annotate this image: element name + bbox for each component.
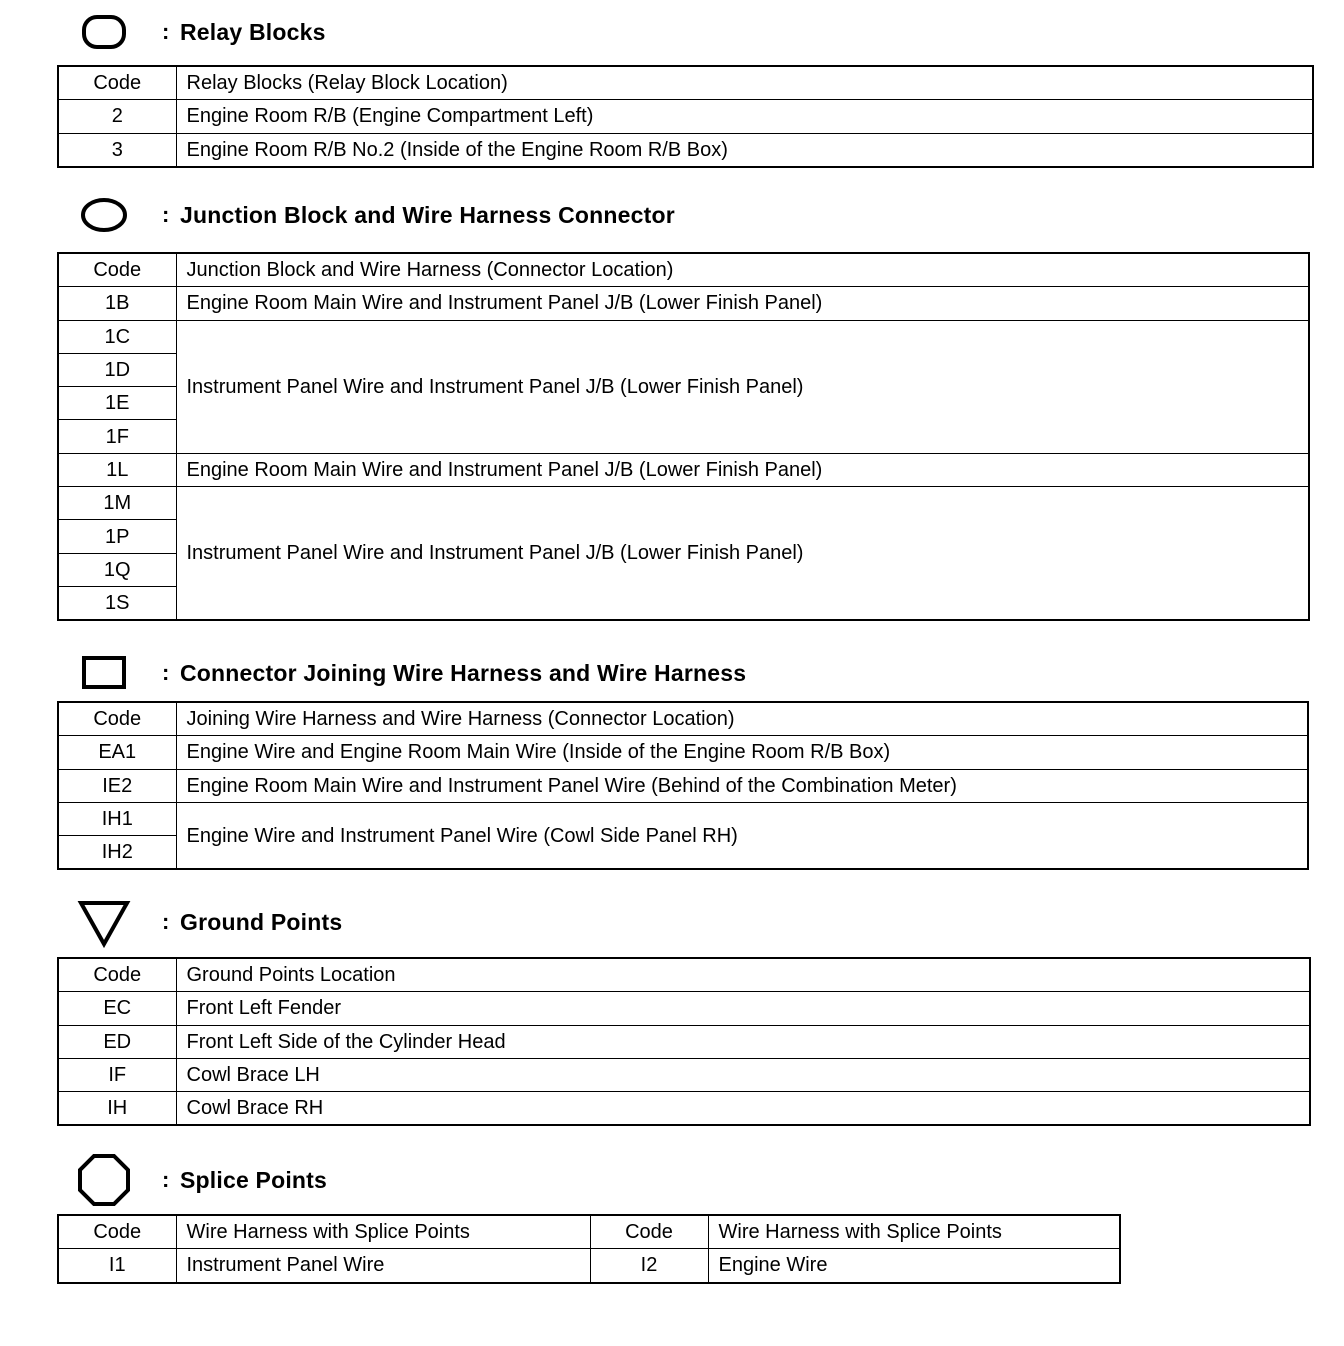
heading-colon: : [162, 909, 170, 934]
wire-harness-header: Wire Harness with Splice Points [176, 1215, 590, 1249]
code-cell: 3 [58, 133, 176, 167]
table-header-row [58, 702, 1308, 736]
connector-table [57, 701, 1309, 870]
wire-harness-cell: Engine Wire [708, 1249, 1120, 1283]
relay-blocks-heading [76, 4, 326, 60]
code-header: Code [58, 702, 176, 736]
table-row [58, 1025, 1310, 1058]
heading-colon: : [162, 1167, 170, 1192]
table-row [58, 100, 1313, 133]
code-cell: EC [58, 992, 176, 1025]
code-cell: IE2 [58, 769, 176, 802]
code-cell: 1D [58, 353, 176, 386]
table-header-row [58, 253, 1309, 287]
code-header: Code [58, 66, 176, 100]
location-cell: Cowl Brace RH [176, 1092, 1310, 1126]
location-cell: Engine Room R/B No.2 (Inside of the Engine Room R/B Box) [176, 133, 1313, 167]
ground-points-heading [76, 894, 342, 950]
ground-points-table [57, 957, 1311, 1126]
location-cell: Front Left Side of the Cylinder Head [176, 1025, 1310, 1058]
code-cell: 1L [58, 453, 176, 486]
code-cell: 1E [58, 387, 176, 420]
table-header-row [58, 958, 1310, 992]
section-title: Splice Points [180, 1166, 328, 1193]
code-cell: I1 [58, 1249, 176, 1283]
code-cell: 1F [58, 420, 176, 453]
heading-colon: : [162, 660, 170, 685]
table-row [58, 1092, 1310, 1126]
code-cell: I2 [590, 1249, 708, 1283]
table-header-row [58, 66, 1313, 100]
code-cell: ED [58, 1025, 176, 1058]
splice-points-table [57, 1214, 1121, 1284]
connector-heading [76, 645, 746, 701]
section-title: Ground Points [180, 908, 343, 935]
code-cell: IH [58, 1092, 176, 1126]
code-cell: 1B [58, 287, 176, 320]
location-header: Ground Points Location [176, 958, 1310, 992]
octagon-icon [76, 1152, 132, 1208]
splice-points-heading [76, 1152, 327, 1208]
triangle-down-icon [76, 894, 132, 950]
code-cell: 1Q [58, 553, 176, 586]
location-cell: Engine Room Main Wire and Instrument Panel J/B (Lower Finish Panel) [176, 453, 1309, 486]
location-header: Junction Block and Wire Harness (Connector Location) [176, 253, 1309, 287]
heading-colon: : [162, 202, 170, 227]
code-cell: 2 [58, 100, 176, 133]
location-cell: Instrument Panel Wire and Instrument Panel J/B (Lower Finish Panel) [176, 320, 1309, 453]
heading-colon: : [162, 19, 170, 44]
table-row [58, 1249, 1120, 1283]
code-cell: 1S [58, 586, 176, 620]
wire-harness-cell: Instrument Panel Wire [176, 1249, 590, 1283]
location-cell: Engine Wire and Engine Room Main Wire (Inside of the Engine Room R/B Box) [176, 736, 1308, 769]
code-cell: IH1 [58, 802, 176, 835]
rounded-rectangle-icon [76, 4, 132, 60]
table-row [58, 320, 1309, 353]
location-cell: Engine Wire and Instrument Panel Wire (Cowl Side Panel RH) [176, 802, 1308, 869]
code-cell: EA1 [58, 736, 176, 769]
table-row [58, 992, 1310, 1025]
location-cell: Front Left Fender [176, 992, 1310, 1025]
wire-harness-header: Wire Harness with Splice Points [708, 1215, 1120, 1249]
junction-block-heading [76, 187, 675, 243]
section-title: Connector Joining Wire Harness and Wire Harness [180, 659, 747, 686]
oval-icon [76, 187, 132, 243]
location-cell: Instrument Panel Wire and Instrument Panel J/B (Lower Finish Panel) [176, 487, 1309, 621]
relay-blocks-table [57, 65, 1314, 168]
location-cell: Engine Room Main Wire and Instrument Panel Wire (Behind of the Combination Meter) [176, 769, 1308, 802]
table-header-row [58, 1215, 1120, 1249]
code-header: Code [590, 1215, 708, 1249]
rectangle-icon [76, 645, 132, 701]
section-title: Junction Block and Wire Harness Connector [180, 201, 675, 228]
table-row [58, 802, 1308, 835]
junction-block-table [57, 252, 1310, 621]
table-row [58, 487, 1309, 520]
location-header: Relay Blocks (Relay Block Location) [176, 66, 1313, 100]
location-cell: Engine Room R/B (Engine Compartment Left) [176, 100, 1313, 133]
table-row [58, 1058, 1310, 1091]
code-cell: IF [58, 1058, 176, 1091]
code-cell: 1P [58, 520, 176, 553]
section-title: Relay Blocks [180, 18, 326, 45]
table-row [58, 736, 1308, 769]
location-cell: Cowl Brace LH [176, 1058, 1310, 1091]
code-header: Code [58, 253, 176, 287]
table-row [58, 769, 1308, 802]
table-row [58, 133, 1313, 167]
table-row [58, 287, 1309, 320]
code-cell: 1M [58, 487, 176, 520]
code-header: Code [58, 1215, 176, 1249]
code-cell: 1C [58, 320, 176, 353]
table-row [58, 453, 1309, 486]
code-header: Code [58, 958, 176, 992]
location-cell: Engine Room Main Wire and Instrument Panel J/B (Lower Finish Panel) [176, 287, 1309, 320]
location-header: Joining Wire Harness and Wire Harness (Connector Location) [176, 702, 1308, 736]
code-cell: IH2 [58, 836, 176, 870]
